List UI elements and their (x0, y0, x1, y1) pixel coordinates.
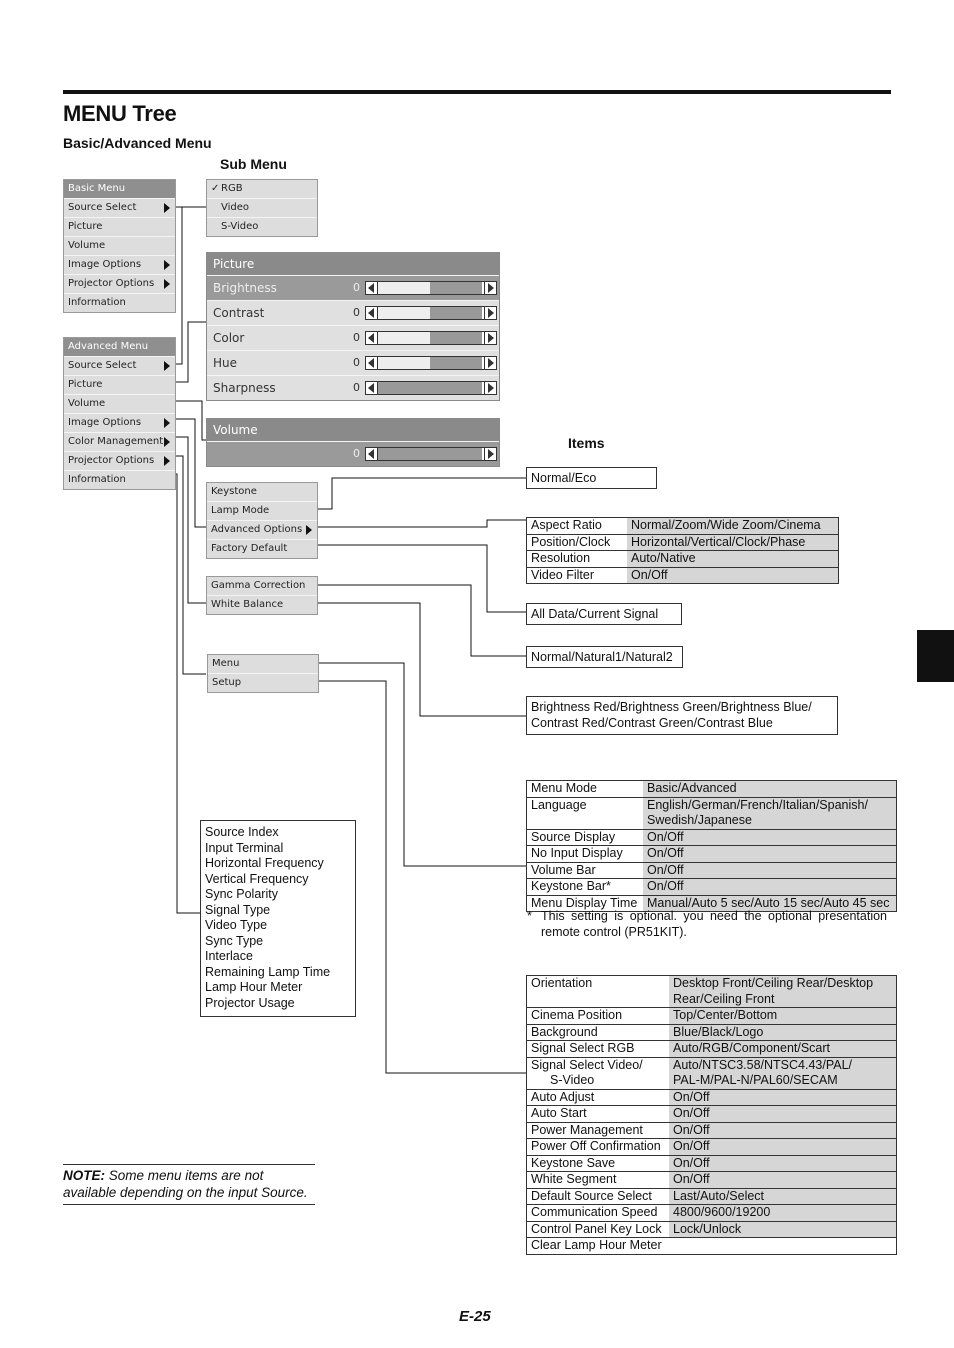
item-label: Picture (68, 379, 103, 390)
picture-panel (206, 252, 500, 401)
row-value: 0 (353, 381, 360, 394)
arrow-left-icon[interactable] (366, 307, 378, 319)
table-value: Swedish/Japanese (647, 813, 752, 827)
table-row (527, 1024, 897, 1041)
row-value: 0 (353, 447, 360, 460)
table-key: Menu Mode (527, 781, 644, 798)
source-item-video[interactable] (207, 198, 317, 217)
table-key: Source Display (527, 829, 644, 846)
info-item: Lamp Hour Meter (205, 980, 303, 994)
arrow-right-icon[interactable] (484, 382, 496, 394)
table-value: Auto/RGB/Component/Scart (669, 1041, 897, 1058)
item-label: S-Video (221, 221, 259, 232)
source-item-s-video[interactable] (207, 217, 317, 236)
arrow-right-icon[interactable] (484, 357, 496, 369)
row-value: 0 (353, 306, 360, 319)
white-balance-line: Brightness Red/Brightness Green/Brightness Blue/ (531, 700, 812, 714)
lamp-mode-box (526, 467, 657, 489)
table-key: Resolution (527, 551, 628, 568)
table-key: Cinema Position (527, 1008, 670, 1025)
table-value: On/Off (669, 1139, 897, 1156)
table-key: Auto Adjust (527, 1089, 670, 1106)
checkmark-icon: ✓ (211, 183, 220, 194)
footnote-mark: * (527, 909, 532, 923)
item-label: Video (221, 202, 250, 213)
image-option-factory-default[interactable] (207, 539, 317, 558)
table-value: Top/Center/Bottom (669, 1008, 897, 1025)
hue-slider[interactable] (365, 356, 497, 370)
table-row (527, 1008, 897, 1025)
row-value: 0 (353, 356, 360, 369)
table-value: Auto/NTSC3.58/NTSC4.43/PAL/ (673, 1057, 853, 1072)
item-label: Factory Default (211, 543, 288, 554)
note-box (63, 1164, 315, 1205)
table-row (527, 797, 897, 829)
basic-menu-item-information[interactable] (64, 293, 175, 312)
item-label: Image Options (68, 417, 142, 428)
table-key: Auto Start (527, 1106, 670, 1123)
note-text: Some menu items are not available depending on the input Source. (63, 1168, 308, 1200)
lamp-mode-values: Normal/Eco (531, 471, 597, 485)
sharpness-slider[interactable] (365, 381, 497, 395)
footnote-text: This setting is optional. you need the optional presentation remote control (PR51KIT). (541, 909, 887, 939)
table-key: Orientation (527, 976, 670, 1008)
color-slider[interactable] (365, 331, 497, 345)
basic-menu (63, 179, 176, 313)
item-label: White Balance (211, 599, 284, 610)
advanced-menu-item-source-select[interactable] (64, 356, 175, 375)
advanced-options-table (526, 517, 839, 584)
table-value: Lock/Unlock (669, 1221, 897, 1238)
row-label: Hue (213, 356, 238, 370)
volume-panel (206, 418, 500, 467)
table-row (527, 518, 839, 535)
white-balance-box (526, 696, 838, 735)
gamma-correction-box (526, 646, 683, 668)
table-key: Keystone Save (527, 1155, 670, 1172)
table-value: On/Off (669, 1089, 897, 1106)
table-value: Rear/Ceiling Front (673, 991, 775, 1006)
table-value: Auto/Native (627, 551, 839, 568)
table-key: S-Video (550, 1073, 595, 1087)
item-label: Source Select (68, 202, 137, 213)
table-row (527, 781, 897, 798)
page-title: MENU Tree (63, 101, 177, 126)
arrow-left-icon[interactable] (366, 357, 378, 369)
table-key: Signal Select RGB (527, 1041, 670, 1058)
info-item: Interlace (205, 949, 253, 963)
picture-panel-header: Picture (207, 253, 499, 275)
picture-row-sharpness[interactable] (207, 375, 499, 400)
footnote (527, 909, 887, 940)
picture-row-brightness[interactable] (207, 275, 499, 300)
table-value: On/Off (643, 846, 897, 863)
table-value: On/Off (627, 567, 839, 584)
arrow-right-icon (164, 279, 170, 289)
table-value: Blue/Black/Logo (669, 1024, 897, 1041)
info-item: Sync Polarity (205, 887, 278, 901)
advanced-menu-item-volume[interactable] (64, 394, 175, 413)
note-label: NOTE: (63, 1168, 105, 1183)
table-value: On/Off (643, 879, 897, 896)
item-label: Source Select (68, 360, 137, 371)
table-row (527, 1238, 897, 1255)
basic-menu-header: Basic Menu (64, 180, 175, 198)
table-value: Manual/Auto 5 sec/Auto 15 sec/Auto 45 sec (643, 895, 897, 912)
advanced-menu-item-color-management[interactable] (64, 432, 175, 451)
table-value: Normal/Zoom/Wide Zoom/Cinema (627, 518, 839, 535)
brightness-slider[interactable] (365, 281, 497, 295)
projector-option-menu[interactable] (208, 655, 318, 673)
arrow-right-icon (164, 418, 170, 428)
info-item: Sync Type (205, 933, 264, 948)
item-label: Picture (68, 221, 103, 232)
table-row (527, 1106, 897, 1123)
basic-menu-item-volume[interactable] (64, 236, 175, 255)
item-label: Gamma Correction (211, 580, 306, 591)
table-key: Position/Clock (527, 534, 628, 551)
projector-option-setup[interactable] (208, 673, 318, 692)
table-value: On/Off (643, 862, 897, 879)
item-label: Information (68, 297, 126, 308)
table-value: Horizontal/Vertical/Clock/Phase (627, 534, 839, 551)
table-row (527, 1221, 897, 1238)
table-key: Power Management (527, 1122, 670, 1139)
row-label: Color (213, 331, 245, 345)
table-value (669, 1238, 897, 1255)
table-key: Language (527, 797, 644, 829)
factory-default-box (526, 603, 682, 625)
arrow-right-icon (164, 437, 170, 447)
table-key: White Segment (527, 1172, 670, 1189)
row-label: Brightness (213, 281, 277, 295)
table-key: Menu Display Time (531, 895, 638, 910)
basic-menu-item-image-options[interactable] (64, 255, 175, 274)
picture-row-contrast[interactable] (207, 300, 499, 325)
arrow-right-icon (306, 525, 312, 535)
source-item-rgb[interactable] (207, 180, 317, 198)
table-value: On/Off (669, 1155, 897, 1172)
table-row (527, 1172, 897, 1189)
volume-panel-header: Volume (207, 419, 499, 441)
table-row (527, 1188, 897, 1205)
image-option-advanced-options[interactable] (207, 520, 317, 539)
table-value: Desktop Front/Ceiling Rear/Desktop (673, 976, 874, 990)
advanced-menu-item-projector-options[interactable] (64, 451, 175, 470)
info-item: Remaining Lamp Time (205, 964, 331, 979)
image-option-lamp-mode[interactable] (207, 501, 317, 520)
table-value: On/Off (643, 829, 897, 846)
arrow-left-icon[interactable] (366, 282, 378, 294)
table-key: Power Off Confirmation (527, 1139, 670, 1156)
table-value: On/Off (669, 1172, 897, 1189)
item-label: Projector Options (68, 455, 155, 466)
table-row (527, 1057, 897, 1089)
basic-menu-item-source-select[interactable] (64, 198, 175, 217)
table-key: Clear Lamp Hour Meter (531, 1238, 662, 1252)
arrow-right-icon (164, 203, 170, 213)
information-items-box (200, 820, 356, 1017)
table-key: Keystone Bar* (527, 879, 644, 896)
arrow-left-icon[interactable] (366, 448, 378, 460)
image-option-keystone[interactable] (207, 483, 317, 501)
table-row (527, 879, 897, 896)
table-row (527, 1155, 897, 1172)
table-row (527, 1139, 897, 1156)
color-management-submenu (206, 576, 318, 615)
table-row (527, 1122, 897, 1139)
advanced-menu-item-picture[interactable] (64, 375, 175, 394)
item-label: Lamp Mode (211, 505, 270, 516)
table-key: Aspect Ratio (527, 518, 628, 535)
volume-row[interactable] (207, 441, 499, 466)
table-row (527, 862, 897, 879)
page-subtitle: Basic/Advanced Menu (63, 135, 212, 151)
item-label: Advanced Options (211, 524, 303, 535)
page-number: E-25 (459, 1308, 491, 1325)
advanced-menu-header: Advanced Menu (64, 338, 175, 356)
item-label: Volume (68, 240, 106, 251)
table-value: PAL-M/PAL-N/PAL60/SECAM (673, 1073, 838, 1087)
item-label: Color Management (68, 436, 164, 447)
arrow-left-icon[interactable] (366, 382, 378, 394)
projector-options-submenu (207, 654, 319, 693)
table-row (527, 551, 839, 568)
color-option-gamma-correction[interactable] (207, 577, 317, 595)
info-item: Vertical Frequency (205, 871, 309, 886)
table-key: No Input Display (527, 846, 644, 863)
sub-menu-label: Sub Menu (220, 156, 287, 172)
table-key: Control Panel Key Lock (527, 1221, 670, 1238)
table-row (527, 534, 839, 551)
basic-menu-item-picture[interactable] (64, 217, 175, 236)
table-row (527, 846, 897, 863)
volume-slider[interactable] (365, 447, 497, 461)
color-option-white-balance[interactable] (207, 595, 317, 614)
menu-settings-table (526, 780, 897, 912)
item-label: Image Options (68, 259, 142, 270)
advanced-menu (63, 337, 176, 490)
table-row (527, 1041, 897, 1058)
item-label: Keystone (211, 486, 257, 497)
table-row (527, 829, 897, 846)
table-key: Signal Select Video/ (531, 1057, 643, 1072)
arrow-right-icon (164, 456, 170, 466)
info-item: Horizontal Frequency (205, 856, 324, 870)
info-item: Source Index (205, 825, 279, 839)
contrast-slider[interactable] (365, 306, 497, 320)
item-label: Volume (68, 398, 106, 409)
arrow-right-icon (164, 260, 170, 270)
table-row (527, 1205, 897, 1222)
picture-row-hue[interactable] (207, 350, 499, 375)
source-submenu (206, 179, 318, 237)
white-balance-line: Contrast Red/Contrast Green/Contrast Blue (531, 715, 773, 730)
table-value: English/German/French/Italian/Spanish/ (647, 797, 868, 812)
table-value: Last/Auto/Select (669, 1188, 897, 1205)
advanced-menu-item-image-options[interactable] (64, 413, 175, 432)
table-value: Basic/Advanced (643, 781, 897, 798)
item-label: RGB (221, 183, 243, 194)
arrow-right-icon[interactable] (484, 332, 496, 344)
item-label: Setup (212, 677, 242, 688)
table-row (527, 1089, 897, 1106)
setup-settings-table (526, 975, 897, 1255)
item-label: Information (68, 474, 126, 485)
advanced-menu-item-information[interactable] (64, 470, 175, 489)
arrow-right-icon[interactable] (484, 307, 496, 319)
table-key: Default Source Select (527, 1188, 670, 1205)
row-label: Contrast (213, 306, 265, 320)
table-value: 4800/9600/19200 (669, 1205, 897, 1222)
table-key: Video Filter (531, 567, 594, 582)
picture-row-color[interactable] (207, 325, 499, 350)
info-item: Video Type (205, 918, 268, 932)
info-item: Input Terminal (205, 840, 284, 855)
row-value: 0 (353, 281, 360, 294)
arrow-right-icon[interactable] (484, 282, 496, 294)
arrow-right-icon[interactable] (484, 448, 496, 460)
table-row (527, 976, 897, 1008)
table-key: Communication Speed (527, 1205, 670, 1222)
arrow-left-icon[interactable] (366, 332, 378, 344)
basic-menu-item-projector-options[interactable] (64, 274, 175, 293)
item-label: Projector Options (68, 278, 155, 289)
factory-default-values: All Data/Current Signal (531, 607, 659, 621)
info-item: Signal Type (205, 902, 271, 917)
item-label: Menu (212, 658, 240, 669)
image-options-submenu (206, 482, 318, 559)
arrow-right-icon (164, 361, 170, 371)
table-value: On/Off (669, 1122, 897, 1139)
gamma-values: Normal/Natural1/Natural2 (531, 650, 673, 664)
row-label: Sharpness (213, 381, 276, 395)
table-row (527, 567, 839, 584)
table-value: On/Off (669, 1106, 897, 1123)
table-key: Background (527, 1024, 670, 1041)
info-item: Projector Usage (205, 995, 295, 1010)
row-value: 0 (353, 331, 360, 344)
items-label: Items (568, 435, 605, 451)
table-key: Volume Bar (527, 862, 644, 879)
